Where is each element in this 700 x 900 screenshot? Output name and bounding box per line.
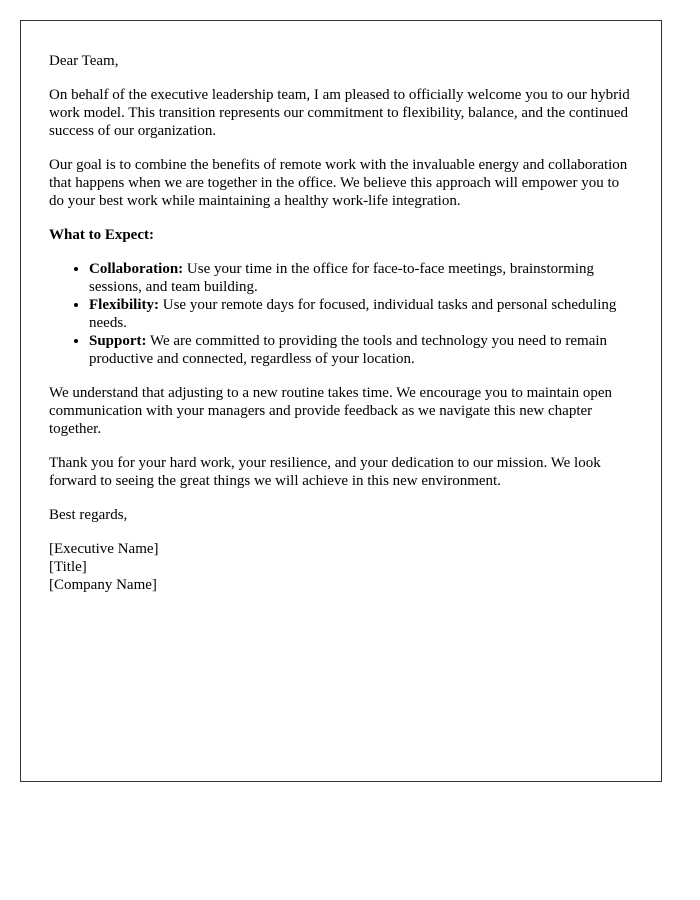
- list-item: [89, 332, 633, 368]
- greeting: Dear Team,: [49, 53, 119, 69]
- expect-heading: What to Expect:: [49, 227, 154, 243]
- signature-block: [49, 540, 633, 594]
- list-item: [89, 260, 633, 296]
- list-item-text: Use your time in the office for face-to-face meetings, brainstorming sessions, and team building.: [89, 261, 594, 295]
- list-item-term: Flexibility:: [89, 297, 159, 313]
- list-item-text: Use your remote days for focused, individual tasks and personal scheduling needs.: [89, 297, 617, 331]
- goal-paragraph: Our goal is to combine the benefits of remote work with the invaluable energy and collaboration that happens when we are together in the office. We believe this approach will empower you to do your best work while maintaining a healthy work-life integration.: [49, 157, 628, 209]
- signature-title: [Title]: [49, 559, 87, 575]
- list-item-text: We are committed to providing the tools and technology you need to remain productive and connected, regardless of your location.: [89, 333, 608, 367]
- list-item-term: Collaboration:: [89, 261, 184, 277]
- list-item: [89, 296, 633, 332]
- expectations-list: [49, 260, 633, 368]
- signature-company: [Company Name]: [49, 577, 157, 593]
- routine-paragraph: We understand that adjusting to a new routine takes time. We encourage you to maintain open communication with your managers and provide feedback as we navigate this new chapter together.: [49, 385, 612, 437]
- thanks-paragraph: Thank you for your hard work, your resilience, and your dedication to our mission. We look forward to seeing the great things we will achieve in this new environment.: [49, 455, 601, 489]
- intro-paragraph: On behalf of the executive leadership team, I am pleased to officially welcome you to our hybrid work model. This transition represents our commitment to flexibility, balance, and the continued success of our organization.: [49, 87, 630, 139]
- closing: Best regards,: [49, 507, 128, 523]
- letter-card: [20, 20, 662, 782]
- signature-name: [Executive Name]: [49, 541, 159, 557]
- list-item-term: Support:: [89, 333, 147, 349]
